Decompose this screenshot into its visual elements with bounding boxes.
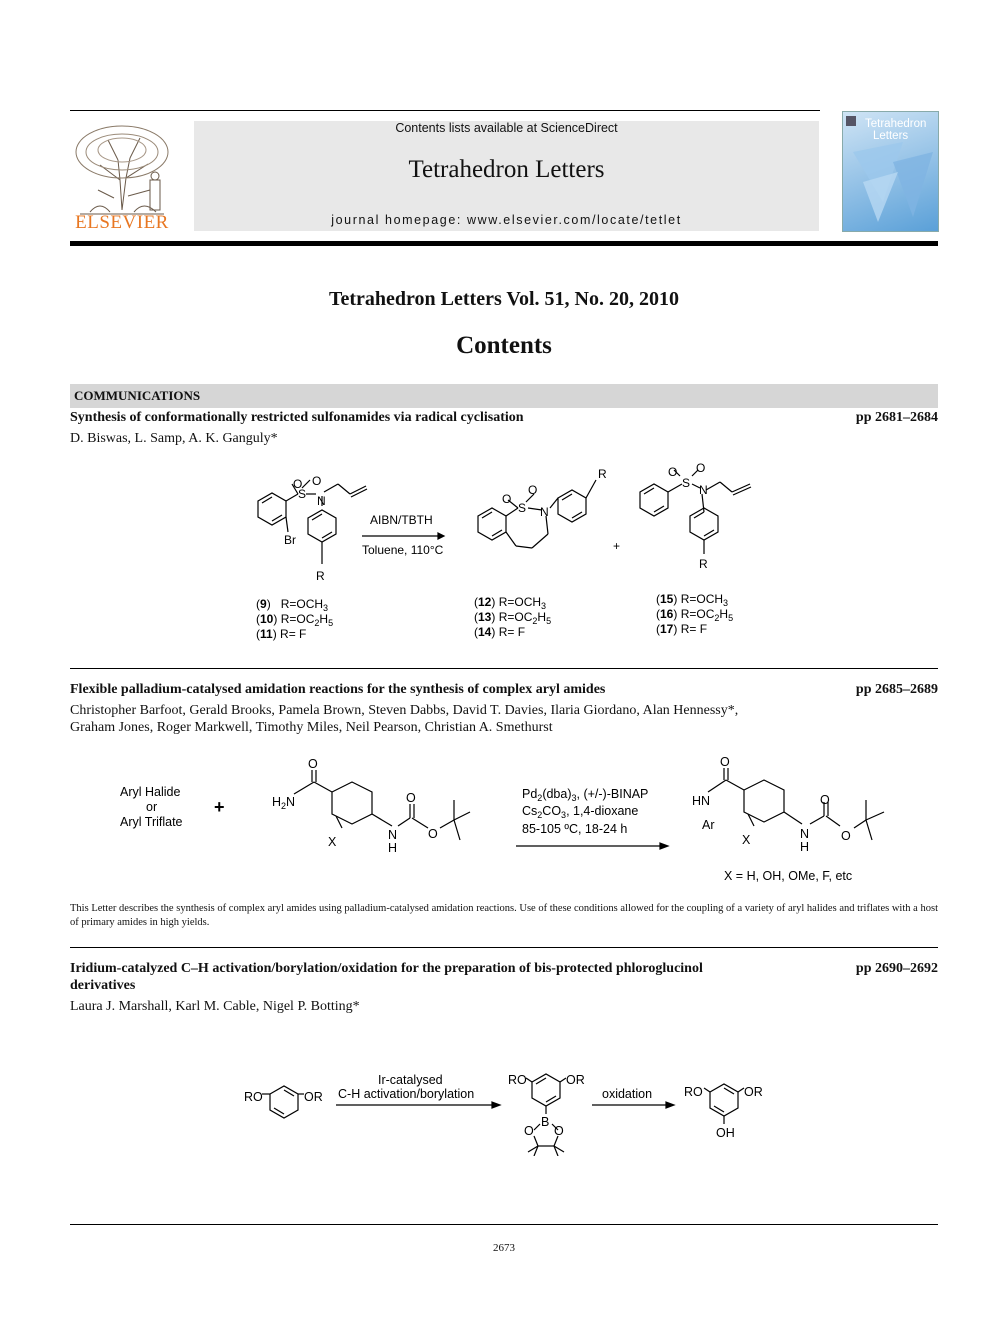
article-divider [70,668,938,669]
atom-R: R [699,557,708,571]
left-line1: Aryl Halide [120,785,181,799]
article-1-scheme [240,458,780,648]
article-2-authors-line1: Christopher Barfoot, Gerald Brooks, Pamela Brown, Steven Dabbs, David T. Davies, Ilaria Giordano, Alan Hennessy*, [70,703,739,718]
page-number: 2673 [493,1242,515,1254]
atom-O: O [406,791,416,805]
atom-OR: OR [566,1073,585,1087]
atom-O: O [841,829,851,843]
atom-O: O [668,465,678,479]
atom-Ar: Ar [702,818,715,832]
atom-R: R [598,467,607,481]
cond-line1: $Pd_2(dba)_3$, (+/-)-BINAP [522,787,649,803]
atom-H: H [800,840,810,854]
atom-O: O [293,477,303,491]
atom-HN: HN [692,794,711,808]
compound-13: (13) $R=OC_2H_5$ [474,610,552,626]
atom-O: O [312,474,322,488]
atom-O: O [502,492,512,506]
atom-N: N [699,483,708,497]
header-top-rule [70,110,820,111]
left-line2: or [146,800,158,814]
atom-H: H [388,841,398,855]
atom-X: X [742,833,751,847]
article-2-abstract: This Letter describes the synthesis of complex aryl amides using palladium-catalysed amidation reactions. Use of these conditions allowed for the coupling of a variety of aryl halides and triflates with a host of primary amides in high yields. [70,903,938,928]
left-line3: Aryl Triflate [120,815,183,829]
scheme-plus: + [613,539,621,553]
section-label: COMMUNICATIONS [74,388,201,403]
elsevier-wordmark: ELSEVIER [75,212,169,233]
article-2-title[interactable]: Flexible palladium-catalysed amidation reactions for the synthesis of complex aryl amides [70,682,606,697]
issue-title: Tetrahedron Letters Vol. 51, No. 20, 2010 [329,288,679,310]
journal-name: Tetrahedron Letters [408,156,605,183]
cover-title-line2: Letters [873,130,909,142]
elsevier-logo [70,120,174,232]
atom-S: S [518,501,527,515]
section-bar [70,384,938,408]
atom-S: S [682,476,691,490]
article-2-scheme [110,752,900,892]
journal-cover [842,111,939,232]
article-3-title-line2[interactable]: derivatives [70,978,136,993]
compound-17: (17) R= F [656,622,708,636]
contents-lists-text: Contents lists available at ScienceDirect [395,121,618,135]
article-3-authors: Laura J. Marshall, Karl M. Cable, Nigel P. Botting* [70,999,360,1014]
atom-OR: OR [304,1090,323,1104]
atom-O: O [428,827,438,841]
step1-line2: C-H activation/borylation [338,1087,475,1101]
article-3-pages: pp 2690–2692 [855,961,938,976]
step1-line1: Ir-catalysed [378,1073,443,1087]
atom-Br: Br [284,533,296,547]
atom-H2N: $H_2N$ [272,795,296,811]
atom-X: X [328,835,337,849]
article-divider [70,947,938,948]
atom-O: O [696,461,706,475]
reagent-top: AIBN/TBTH [370,513,433,527]
article-1-authors: D. Biswas, L. Samp, A. K. Ganguly* [70,431,278,446]
header-thick-rule [70,241,938,246]
atom-OH: OH [716,1126,735,1140]
compound-11: (11) R= F [256,627,307,641]
atom-O: O [524,1124,534,1138]
scheme-plus: + [214,797,225,817]
cond-line3: 85-105 ºC, 18-24 h [522,822,628,836]
article-2-authors-line2: Graham Jones, Roger Markwell, Timothy Miles, Neil Pearson, Christian A. Smethurst [70,720,553,735]
atom-O: O [528,483,538,497]
footer-rule [70,1224,938,1225]
atom-RO: RO [244,1090,263,1104]
atom-N: N [800,827,810,841]
atom-RO: RO [508,1073,527,1087]
cover-title-line1: Tetrahedron [865,118,927,130]
atom-O: O [554,1124,564,1138]
atom-B: B [541,1115,550,1129]
compound-15: (15) $R=OCH_3$ [656,592,729,608]
article-2-pages: pp 2685–2689 [855,682,938,697]
atom-RO: RO [684,1085,703,1099]
article-3-title-line1[interactable]: Iridium-catalyzed C–H activation/borylation/oxidation for the preparation of bis-protected phloroglucinol [70,961,703,976]
atom-O: O [308,757,318,771]
atom-N: N [540,505,549,519]
cond-line2: $Cs_2CO_3$, 1,4-dioxane [522,804,639,820]
atom-OR: OR [744,1085,763,1099]
compound-14: (14) R= F [474,625,526,639]
compound-16: (16) $R=OC_2H_5$ [656,607,734,623]
atom-O: O [720,755,730,769]
article-3-scheme [240,1064,780,1156]
compound-12: (12) $R=OCH_3$ [474,595,547,611]
reagent-bottom: Toluene, 110°C [362,543,444,557]
compound-9: (9) $R=OCH_3$ [256,597,329,613]
atom-N: N [388,828,398,842]
atom-S: S [298,487,307,501]
compound-10: (10) $R=OC_2H_5$ [256,612,334,628]
article-1-title[interactable]: Synthesis of conformationally restricted sulfonamides via radical cyclisation [70,410,524,425]
atom-O: O [820,793,830,807]
x-note: X = H, OH, OMe, F, etc [724,869,853,883]
atom-R: R [316,569,325,583]
journal-homepage: journal homepage: www.elsevier.com/locate/tetlet [331,213,682,227]
contents-heading: Contents [456,332,552,359]
article-1-pages: pp 2681–2684 [855,410,938,425]
atom-N: N [317,494,326,508]
step2-label: oxidation [602,1087,653,1101]
